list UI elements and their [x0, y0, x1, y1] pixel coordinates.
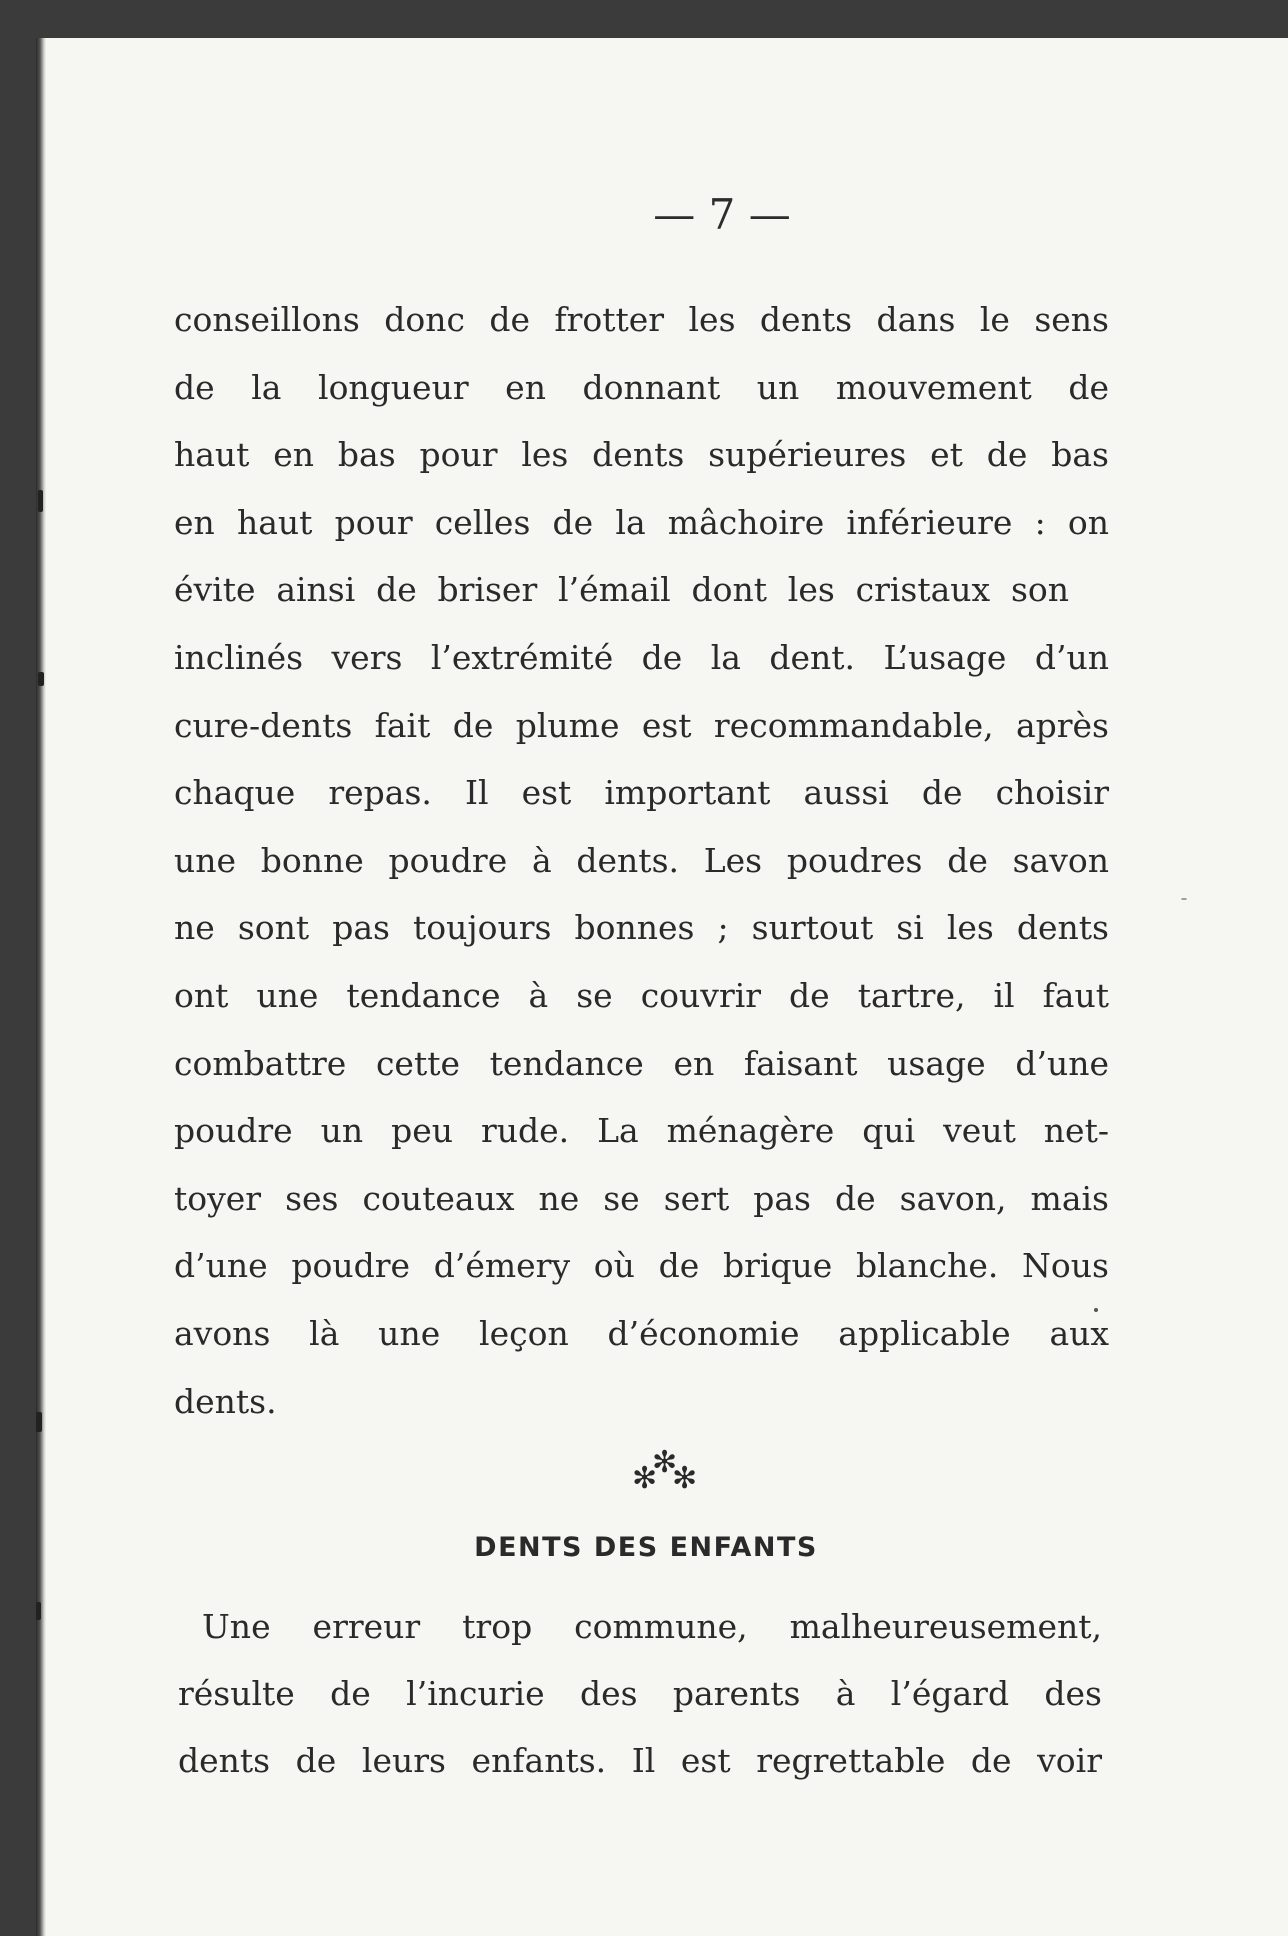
- margin-mark: [38, 672, 44, 686]
- text-line: avons là une leçon d’économie applicable aux: [174, 1313, 1109, 1353]
- page-spine-edge: [36, 38, 46, 1936]
- paper-speck: [1094, 1308, 1098, 1312]
- margin-mark: [36, 1602, 41, 1620]
- asterisk: ✻: [632, 1461, 658, 1496]
- section-separator-asterism: [632, 1445, 698, 1498]
- margin-mark: [36, 1412, 42, 1432]
- text-line: en haut pour celles de la mâchoire inférieure : on: [174, 502, 1109, 542]
- text-line: dents de leurs enfants. Il est regrettable de voir: [178, 1741, 1102, 1780]
- text-line: ont une tendance à se couvrir de tartre, il faut: [174, 975, 1109, 1015]
- text-line: ne sont pas toujours bonnes ; surtout si les dents: [174, 908, 1109, 948]
- text-line: conseillons donc de frotter les dents dans le sens: [174, 300, 1109, 339]
- text-line: une bonne poudre à dents. Les poudres de savon: [174, 840, 1109, 880]
- page-paper: [36, 38, 1288, 1936]
- text-line: inclinés vers l’extrémité de la dent. L’usage d’un: [174, 637, 1109, 677]
- text-line: haut en bas pour les dents supérieures et de bas: [174, 435, 1109, 475]
- text-line: chaque repas. Il est important aussi de choisir: [174, 773, 1109, 813]
- text-line: Une erreur trop commune, malheureusement,: [202, 1607, 1102, 1646]
- text-line: de la longueur en donnant un mouvement de: [174, 367, 1109, 407]
- text-line: évite ainsi de briser l’émail dont les cristaux son: [174, 570, 1069, 610]
- text-line: toyer ses couteaux ne se sert pas de savon, mais: [174, 1178, 1109, 1218]
- text-line: résulte de l’incurie des parents à l’égard des: [178, 1674, 1102, 1713]
- paper-speck: [1181, 898, 1187, 900]
- paragraph-1: [174, 286, 1109, 1435]
- text-line: d’une poudre d’émery où de brique blanche. Nous: [174, 1246, 1109, 1286]
- text-line: poudre un peu rude. La ménagère qui veut net-: [174, 1111, 1109, 1151]
- margin-mark: [38, 490, 43, 512]
- text-line: dents.: [174, 1381, 277, 1421]
- section-heading: DENTS DES ENFANTS: [474, 1532, 818, 1563]
- page-number-text: — 7 —: [653, 190, 791, 239]
- asterisk: ✻: [672, 1461, 698, 1496]
- text-line: combattre cette tendance en faisant usage d’une: [174, 1043, 1109, 1083]
- page-number: [36, 190, 1288, 239]
- asterisk: ✻: [652, 1445, 678, 1480]
- text-line: cure-dents fait de plume est recommandable, après: [174, 705, 1109, 745]
- paragraph-2: [178, 1593, 1102, 1794]
